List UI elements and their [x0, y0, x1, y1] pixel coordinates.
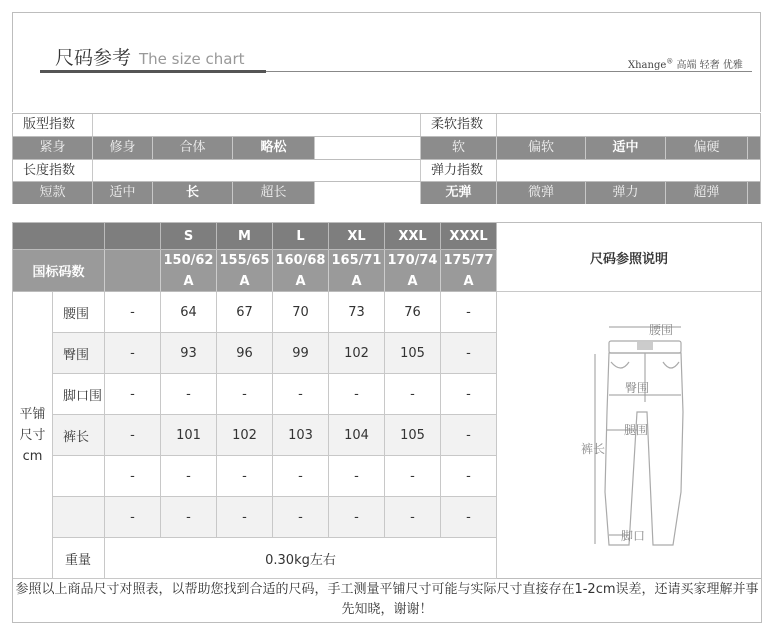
size-header: XXXL	[441, 223, 497, 250]
size-header: XL	[329, 223, 385, 250]
national-code-label: 国标码数	[13, 250, 105, 292]
page-title	[55, 43, 245, 70]
measure-value: 101	[161, 415, 217, 456]
measure-value: -	[217, 374, 273, 415]
measure-value: -	[385, 497, 441, 538]
pants-diagram-svg	[497, 292, 761, 579]
title-en: The size chart	[139, 50, 245, 68]
measure-value: -	[441, 374, 497, 415]
fit-option: 紧身	[13, 137, 93, 159]
national-code: 160/68A	[273, 250, 329, 292]
fit-option: 修身	[93, 137, 153, 159]
measure-value: -	[329, 497, 385, 538]
national-code: 155/65A	[217, 250, 273, 292]
measure-value: 67	[217, 292, 273, 333]
measure-value: -	[385, 374, 441, 415]
weight-label: 重量	[53, 538, 105, 579]
size-header: S	[161, 223, 217, 250]
national-code: 165/71A	[329, 250, 385, 292]
measure-value: -	[329, 374, 385, 415]
softness-option: 软	[421, 137, 497, 159]
measure-value: -	[441, 497, 497, 538]
measure-value: 64	[161, 292, 217, 333]
diagram-thigh-label: 腿围	[624, 423, 649, 437]
measure-value: 105	[385, 415, 441, 456]
measure-blank: -	[105, 497, 161, 538]
index-table	[12, 113, 761, 204]
elastic-label: 弹力指数	[421, 160, 497, 182]
length-option: 短款	[13, 182, 93, 204]
measure-name	[53, 456, 105, 497]
length-option: 适中	[93, 182, 153, 204]
elastic-option: 弹力	[586, 182, 666, 204]
measure-value: 104	[329, 415, 385, 456]
national-code: 150/62A	[161, 250, 217, 292]
diagram-hip-label: 臀围	[625, 381, 650, 395]
measure-value: -	[329, 456, 385, 497]
size-table	[12, 222, 762, 579]
waist-button-icon	[637, 342, 653, 350]
length-option-selected: 长	[153, 182, 233, 204]
measure-value: 96	[217, 333, 273, 374]
measure-name: 臀围	[53, 333, 105, 374]
measure-name	[53, 497, 105, 538]
fit-option-selected: 略松	[233, 137, 315, 159]
title-cn: 尺码参考	[55, 47, 132, 69]
measure-name: 腰围	[53, 292, 105, 333]
brand-name: Xhange	[628, 60, 667, 71]
measure-value: 102	[329, 333, 385, 374]
measure-blank: -	[105, 292, 161, 333]
reference-title: 尺码参照说明	[497, 223, 761, 292]
measure-blank: -	[105, 415, 161, 456]
softness-option: 偏软	[497, 137, 586, 159]
measure-name: 脚口围	[53, 374, 105, 415]
measure-value: -	[273, 456, 329, 497]
measure-value: 102	[217, 415, 273, 456]
length-label-row	[13, 159, 760, 182]
header-corner	[13, 223, 105, 250]
measure-name: 裤长	[53, 415, 105, 456]
diagram-hem-label: 脚口	[621, 529, 646, 543]
national-code: 170/74A	[385, 250, 441, 292]
length-label: 长度指数	[13, 160, 93, 182]
length-option: 超长	[233, 182, 315, 204]
measure-value: -	[161, 456, 217, 497]
elastic-option: 微弹	[497, 182, 586, 204]
measure-value: 99	[273, 333, 329, 374]
measure-value: 73	[329, 292, 385, 333]
measure-value: -	[441, 292, 497, 333]
measure-blank: -	[105, 333, 161, 374]
weight-value: 0.30kg左右	[105, 538, 497, 579]
softness-option: 偏硬	[666, 137, 748, 159]
measure-value: -	[161, 497, 217, 538]
fit-options-row	[13, 136, 760, 159]
pants-diagram	[497, 292, 761, 579]
measure-blank: -	[105, 456, 161, 497]
header-rule-accent	[40, 70, 266, 73]
group-label: 平铺尺寸cm	[13, 292, 53, 579]
measure-value: -	[217, 497, 273, 538]
measure-blank: -	[105, 374, 161, 415]
measure-value: 103	[273, 415, 329, 456]
measure-value: -	[217, 456, 273, 497]
measure-value: -	[161, 374, 217, 415]
fit-option: 合体	[153, 137, 233, 159]
brand-tagline: 高端 轻奢 优雅	[676, 60, 743, 71]
fit-label: 版型指数	[13, 114, 93, 136]
measure-value: -	[441, 333, 497, 374]
measure-value: 93	[161, 333, 217, 374]
measure-value: 105	[385, 333, 441, 374]
elastic-option: 超弹	[666, 182, 748, 204]
diagram-length-label: 裤长	[581, 442, 606, 456]
footer-note: 参照以上商品尺寸对照表，以帮助您找到合适的尺码，手工测量平铺尺寸可能与实际尺寸直接存在1-2cm误差，还请买家理解并事先知晓，谢谢！	[12, 579, 762, 623]
measure-value: -	[441, 456, 497, 497]
national-code: 175/77A	[441, 250, 497, 292]
measure-value: -	[273, 497, 329, 538]
softness-option-selected: 适中	[586, 137, 666, 159]
diagram-waist-label: 腰围	[649, 323, 674, 337]
size-header: M	[217, 223, 273, 250]
softness-label: 柔软指数	[421, 114, 497, 136]
size-header: XXL	[385, 223, 441, 250]
measure-value: -	[441, 415, 497, 456]
fit-label-row	[13, 114, 760, 136]
measure-value: -	[273, 374, 329, 415]
brand-logo: Xhange® 高端 轻奢 优雅	[628, 57, 743, 71]
measure-value: -	[385, 456, 441, 497]
elastic-option-selected: 无弹	[421, 182, 497, 204]
measure-value: 70	[273, 292, 329, 333]
size-header: L	[273, 223, 329, 250]
length-options-row	[13, 181, 760, 204]
measure-value: 76	[385, 292, 441, 333]
